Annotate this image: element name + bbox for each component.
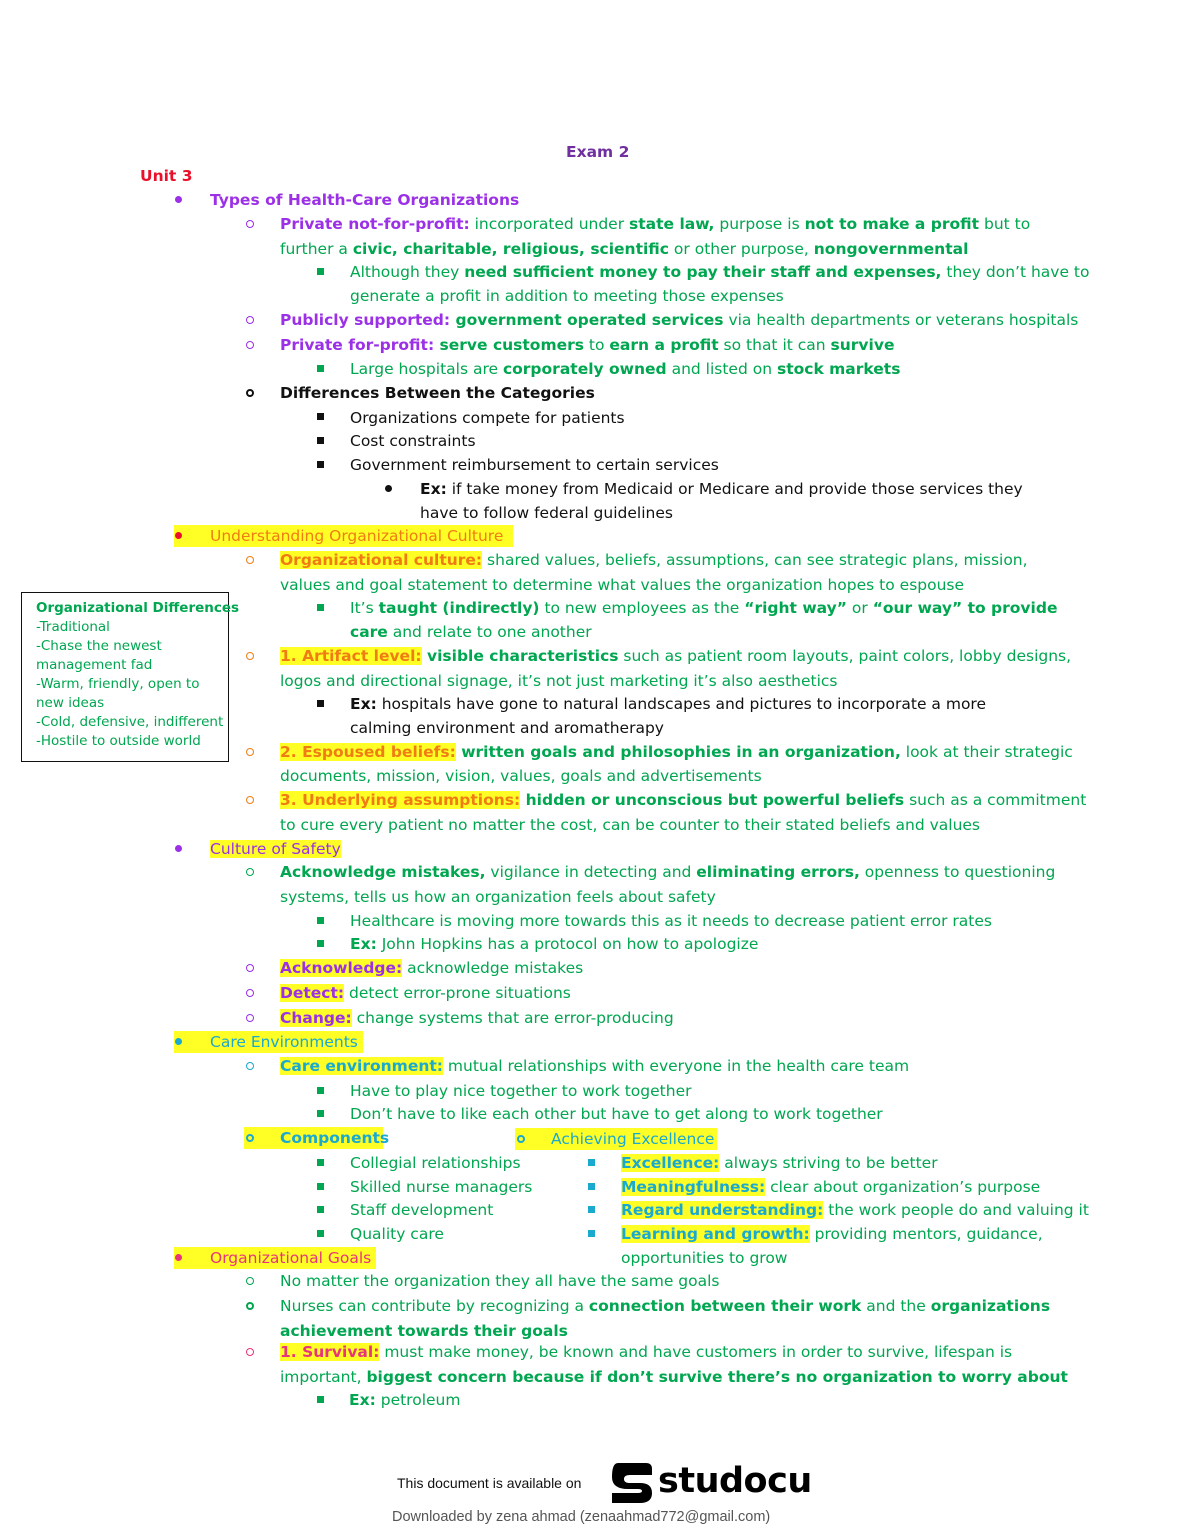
bullet-square-icon [317,1396,324,1403]
paragraph-artifact-ex-cont: calming environment and aromatherapy [350,719,664,737]
section-heading-types: Types of Health-Care Organizations [210,191,520,209]
bullet-square-icon [317,413,324,420]
paragraph-excellence: Excellence: always striving to be better [621,1154,938,1172]
bullet-square-icon [588,1159,595,1166]
paragraph-artifact-ex: Ex: hospitals have gone to natural landscapes and pictures to incorporate a more [350,695,986,713]
footer-downloaded-text: Downloaded by zena ahmad (zenaahmad772@gmail.com) [392,1509,771,1525]
paragraph-acknowledge-mistakes-cont: systems, tells us how an organization feels about safety [280,888,716,906]
sidebox-item: -Warm, friendly, open to [36,676,200,692]
bullet-circle-icon [246,868,254,876]
paragraph-private-fp: Private for-profit: serve customers to earn a profit so that it can survive [280,336,895,354]
list-item: Collegial relationships [350,1154,521,1172]
bullet-square-icon [317,437,324,444]
paragraph-acknowledge: Acknowledge: acknowledge mistakes [280,959,584,977]
bullet-circle-icon [246,1014,254,1022]
paragraph-espoused: 2. Espoused beliefs: written goals and philosophies in an organization, look at their strategic [280,743,1073,761]
paragraph-sufficient-money: Although they need sufficient money to pay their staff and expenses, they don’t have to [350,263,1090,281]
bullet-square-icon [317,461,324,468]
bullet-circle-icon [246,1134,254,1142]
bullet-circle-icon [246,556,254,564]
paragraph-espoused-cont: documents, mission, vision, values, goals and advertisements [280,767,762,785]
bullet-square-icon [317,1230,324,1237]
paragraph-meaningfulness: Meaningfulness: clear about organization’s purpose [621,1178,1041,1196]
bullet-dot-icon [175,1038,182,1045]
bullet-circle-icon [246,748,254,756]
paragraph-taught: It’s taught (indirectly) to new employees as the “right way” or “our way” to provide [350,599,1058,617]
bullet-circle-icon [246,989,254,997]
paragraph-get-along: Don’t have to like each other but have to get along to work together [350,1105,883,1123]
list-item: Organizations compete for patients [350,409,625,427]
bullet-square-icon [317,917,324,924]
sidebox-item: new ideas [36,695,105,711]
paragraph-medicaid-ex-cont: have to follow federal guidelines [420,504,673,522]
paragraph-survival: 1. Survival: must make money, be known and have customers in order to survive, lifespan is [280,1343,1013,1361]
bullet-circle-icon [246,1062,254,1070]
bullet-circle-icon [246,220,254,228]
bullet-square-icon [317,700,324,707]
paragraph-nurses-contribute-cont: achievement towards their goals [280,1322,568,1340]
paragraph-org-culture: Organizational culture: shared values, beliefs, assumptions, can see strategic plans, mission, [280,551,1028,569]
bullet-square-icon [588,1206,595,1213]
bullet-square-icon [588,1183,595,1190]
bullet-circle-icon [246,1302,254,1310]
paragraph-private-nfp-cont: further a civic, charitable, religious, scientific or other purpose, nongovernmental [280,240,969,258]
bullet-square-icon [317,365,324,372]
paragraph-taught-cont: care and relate to one another [350,623,592,641]
paragraph-underlying-cont: to cure every patient no matter the cost, can be counter to their stated beliefs and values [280,816,981,834]
bullet-circle-icon [246,796,254,804]
bullet-square-icon [317,268,324,275]
list-item: Skilled nurse managers [350,1178,533,1196]
paragraph-nurses-contribute: Nurses can contribute by recognizing a connection between their work and the organizations [280,1297,1051,1315]
paragraph-acknowledge-mistakes: Acknowledge mistakes, vigilance in detecting and eliminating errors, openness to questioning [280,863,1056,881]
bullet-dot-icon [385,485,392,492]
section-heading-safety: Culture of Safety [210,840,341,858]
paragraph-play-nice: Have to play nice together to work together [350,1082,692,1100]
sidebox-item: -Chase the newest [36,638,162,654]
paragraph-petroleum: Ex: petroleum [349,1391,461,1409]
paragraph-artifact: 1. Artifact level: visible characteristics such as patient room layouts, paint colors, lobby designs, [280,647,1072,665]
list-item: Quality care [350,1225,444,1243]
paragraph-medicaid-ex: Ex: if take money from Medicaid or Medicare and provide those services they [420,480,1023,498]
bullet-circle-icon [246,1277,254,1285]
list-item: Government reimbursement to certain services [350,456,719,474]
components-heading: Components [280,1129,390,1147]
sidebox-title: Organizational Differences [36,600,240,616]
paragraph-artifact-cont: logos and directional signage, it’s not just marketing it’s also aesthetics [280,672,838,690]
bullet-square-icon [317,604,324,611]
page-title: Exam 2 [566,143,630,161]
bullet-square-icon [317,940,324,947]
bullet-dot-icon [175,1254,182,1261]
paragraph-publicly-supported: Publicly supported: government operated services via health departments or veterans hospitals [280,311,1079,329]
bullet-circle-icon [517,1135,525,1143]
bullet-circle-icon [246,389,254,397]
section-heading-culture: Understanding Organizational Culture [210,527,504,545]
bullet-circle-icon [246,1348,254,1356]
list-item: Staff development [350,1201,494,1219]
sidebox-item: -Traditional [36,619,110,635]
paragraph-survival-cont: important, biggest concern because if don’t survive there’s no organization to worry about [280,1368,1068,1386]
paragraph-healthcare-moving: Healthcare is moving more towards this as it needs to decrease patient error rates [350,912,992,930]
bullet-square-icon [317,1110,324,1117]
footer-available-text: This document is available on [397,1475,582,1491]
paragraph-detect: Detect: detect error-prone situations [280,984,571,1002]
bullet-square-icon [317,1087,324,1094]
list-item: Cost constraints [350,432,476,450]
paragraph-org-culture-cont: values and goal statement to determine what values the organization hopes to espouse [280,576,965,594]
bullet-square-icon [317,1206,324,1213]
achieving-excellence-heading: Achieving Excellence [551,1130,715,1148]
paragraph-care-environment: Care environment: mutual relationships with everyone in the health care team [280,1057,910,1075]
bullet-circle-icon [246,341,254,349]
paragraph-large-hospitals: Large hospitals are corporately owned and listed on stock markets [350,360,901,378]
bullet-dot-icon [175,532,182,539]
paragraph-change: Change: change systems that are error-producing [280,1009,674,1027]
bullet-dot-icon [175,196,182,203]
paragraph-regard: Regard understanding: the work people do and valuing it [621,1201,1089,1219]
studocu-logo-icon [608,1459,656,1507]
paragraph-learning-cont: opportunities to grow [621,1249,788,1267]
sidebox-item: -Cold, defensive, indifferent [36,714,224,730]
section-heading-goals: Organizational Goals [210,1249,372,1267]
paragraph-same-goals: No matter the organization they all have the same goals [280,1272,720,1290]
bullet-square-icon [317,1183,324,1190]
studocu-brand[interactable]: studocu [658,1461,812,1501]
paragraph-learning: Learning and growth: providing mentors, guidance, [621,1225,1043,1243]
bullet-circle-icon [246,316,254,324]
section-heading-care-env: Care Environments [210,1033,358,1051]
paragraph-underlying: 3. Underlying assumptions: hidden or unconscious but powerful beliefs such as a commitment [280,791,1087,809]
paragraph-generate-profit: generate a profit in addition to meeting those expenses [350,287,784,305]
bullet-dot-icon [175,845,182,852]
bullet-circle-icon [246,964,254,972]
bullet-square-icon [588,1230,595,1237]
paragraph-private-nfp: Private not-for-profit: incorporated under state law, purpose is not to make a profit but to [280,215,1031,233]
sidebox-item: management fad [36,657,153,673]
sidebox-item: -Hostile to outside world [36,733,201,749]
bullet-circle-icon [246,652,254,660]
paragraph-john-hopkins: Ex: John Hopkins has a protocol on how to apologize [350,935,759,953]
bullet-square-icon [317,1159,324,1166]
paragraph-differences: Differences Between the Categories [280,384,595,402]
unit-heading: Unit 3 [140,167,193,185]
